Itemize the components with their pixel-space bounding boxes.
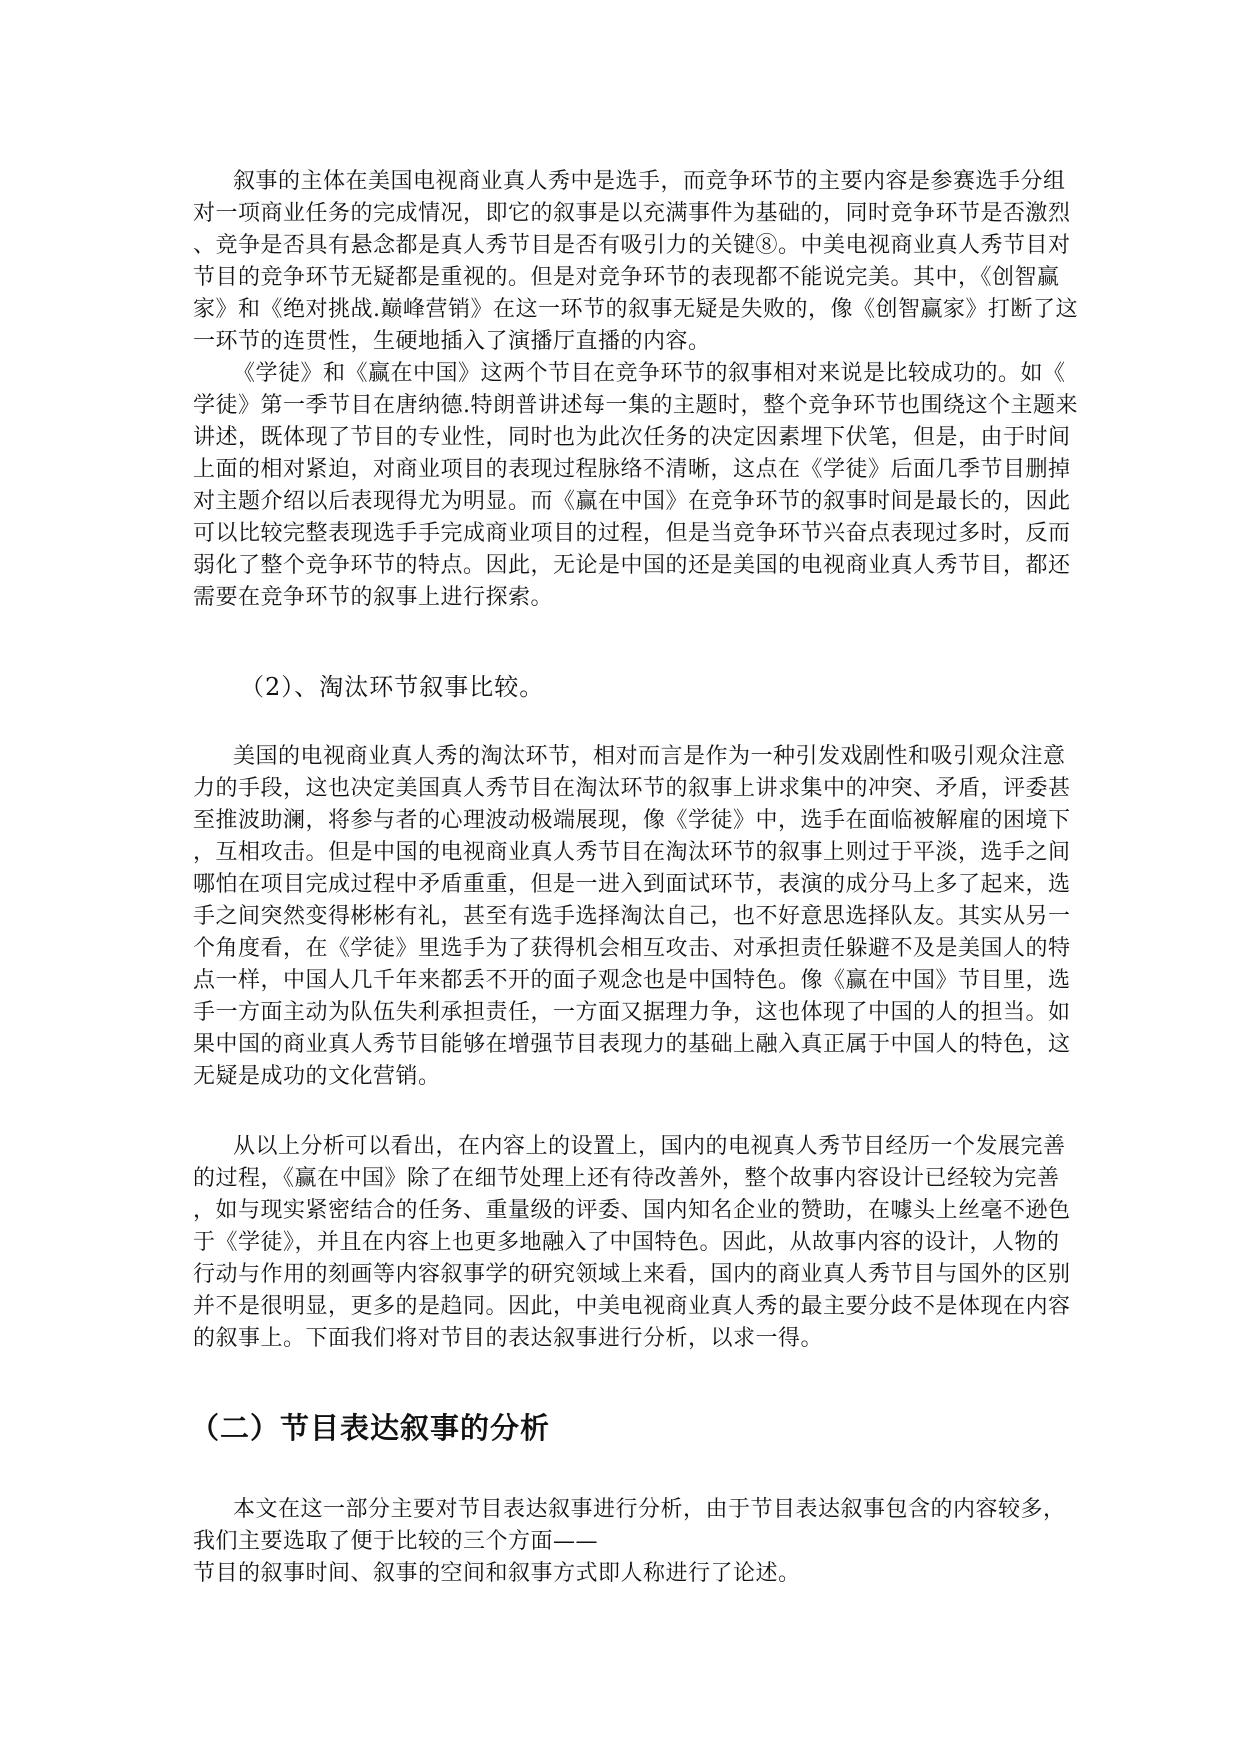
- text-line: 力的手段，这也决定美国真人秀节目在淘汰环节的叙事上讲求集中的冲突、矛盾，评委甚: [193, 776, 1071, 801]
- section-heading-expression-narrative: （二）节目表达叙事的分析: [190, 1411, 551, 1445]
- text-line: 节目的叙事时间、叙事的空间和叙事方式即人称进行了论述。: [193, 1561, 801, 1586]
- text-line: 对主题介绍以后表现得尤为明显。而《赢在中国》在竞争环节的叙事时间是最长的，因此: [193, 489, 1071, 514]
- text-line: 叙事的主体在美国电视商业真人秀中是选手，而竞争环节的主要内容是参赛选手分组: [233, 169, 1066, 194]
- text-line: 美国的电视商业真人秀的淘汰环节，相对而言是作为一种引发戏剧性和吸引观众注意: [233, 744, 1066, 769]
- text-line: 上面的相对紧迫，对商业项目的表现过程脉络不清晰，这点在《学徒》后面几季节目删掉: [193, 457, 1071, 482]
- text-line: 的过程，《赢在中国》除了在细节处理上还有待改善外，整个故事内容设计已经较为完善: [193, 1166, 1060, 1191]
- text-line: 需要在竞争环节的叙事上进行探索。: [193, 585, 554, 610]
- text-line: 对一项商业任务的完成情况，即它的叙事是以充满事件为基础的，同时竞争环节是否激烈: [193, 201, 1071, 226]
- text-line: 从以上分析可以看出，在内容上的设置上，国内的电视真人秀节目经历一个发展完善: [233, 1134, 1066, 1159]
- text-line: 个角度看，在《学徒》里选手为了获得机会相互攻击、对承担责任躲避不及是美国人的特: [193, 936, 1071, 961]
- text-line: 哪怕在项目完成过程中矛盾重重，但是一进入到面试环节，表演的成分马上多了起来，选: [193, 872, 1071, 897]
- text-line: 手之间突然变得彬彬有礼，甚至有选手选择淘汰自己，也不好意思选择队友。其实从另一: [193, 904, 1071, 929]
- text-line: ，如与现实紧密结合的任务、重量级的评委、国内知名企业的赞助，在噱头上丝毫不逊色: [193, 1198, 1071, 1223]
- text-line: 并不是很明显，更多的是趋同。因此，中美电视商业真人秀的最主要分歧不是体现在内容: [193, 1294, 1071, 1319]
- text-line: 讲述，既体现了节目的专业性，同时也为此次任务的决定因素埋下伏笔，但是，由于时间: [193, 425, 1071, 450]
- text-line: 至推波助澜，将参与者的心理波动极端展现，像《学徒》中，选手在面临被解雇的困境下: [193, 808, 1071, 833]
- text-line: 手一方面主动为队伍失利承担责任，一方面又据理力争，这也体现了中国的人的担当。如: [193, 1000, 1071, 1025]
- text-line: 一环节的连贯性，生硬地插入了演播厅直播的内容。: [193, 329, 711, 354]
- text-line: 《学徒》和《赢在中国》这两个节目在竞争环节的叙事相对来说是比较成功的。如《: [233, 361, 1066, 386]
- text-line: 家》和《绝对挑战.巅峰营销》在这一环节的叙事无疑是失败的，像《创智赢家》打断了这: [193, 297, 1078, 322]
- text-line: 的叙事上。下面我们将对节目的表达叙事进行分析，以求一得。: [193, 1326, 824, 1351]
- text-line: 本文在这一部分主要对节目表达叙事进行分析，由于节目表达叙事包含的内容较多，: [233, 1497, 1066, 1522]
- text-line: 于《学徒》，并且在内容上也更多地融入了中国特色。因此，从故事内容的设计，人物的: [193, 1230, 1060, 1255]
- text-line: 行动与作用的刻画等内容叙事学的研究领域上来看，国内的商业真人秀节目与国外的区别: [193, 1262, 1071, 1287]
- text-line: 无疑是成功的文化营销。: [193, 1064, 441, 1089]
- text-line: 、竞争是否具有悬念都是真人秀节目是否有吸引力的关键⑧。中美电视商业真人秀节目对: [193, 233, 1071, 258]
- text-line: 点一样，中国人几千年来都丢不开的面子观念也是中国特色。像《赢在中国》节目里，选: [193, 968, 1071, 993]
- subheading-elimination-comparison: （2）、淘汰环节叙事比较。: [240, 673, 545, 701]
- text-line: 学徒》第一季节目在唐纳德.特朗普讲述每一集的主题时，整个竞争环节也围绕这个主题来: [193, 393, 1078, 418]
- text-line: 节目的竞争环节无疑都是重视的。但是对竞争环节的表现都不能说完美。其中，《创智赢: [193, 265, 1060, 290]
- text-line: 可以比较完整表现选手手完成商业项目的过程，但是当竞争环节兴奋点表现过多时，反而: [193, 521, 1071, 546]
- text-line: ，互相攻击。但是中国的电视商业真人秀节目在淘汰环节的叙事上则过于平淡，选手之间: [193, 840, 1071, 865]
- text-line: 我们主要选取了便于比较的三个方面——: [193, 1529, 599, 1554]
- text-line: 弱化了整个竞争环节的特点。因此，无论是中国的还是美国的电视商业真人秀节目，都还: [193, 553, 1071, 578]
- text-line: 果中国的商业真人秀节目能够在增强节目表现力的基础上融入真正属于中国人的特色，这: [193, 1032, 1071, 1057]
